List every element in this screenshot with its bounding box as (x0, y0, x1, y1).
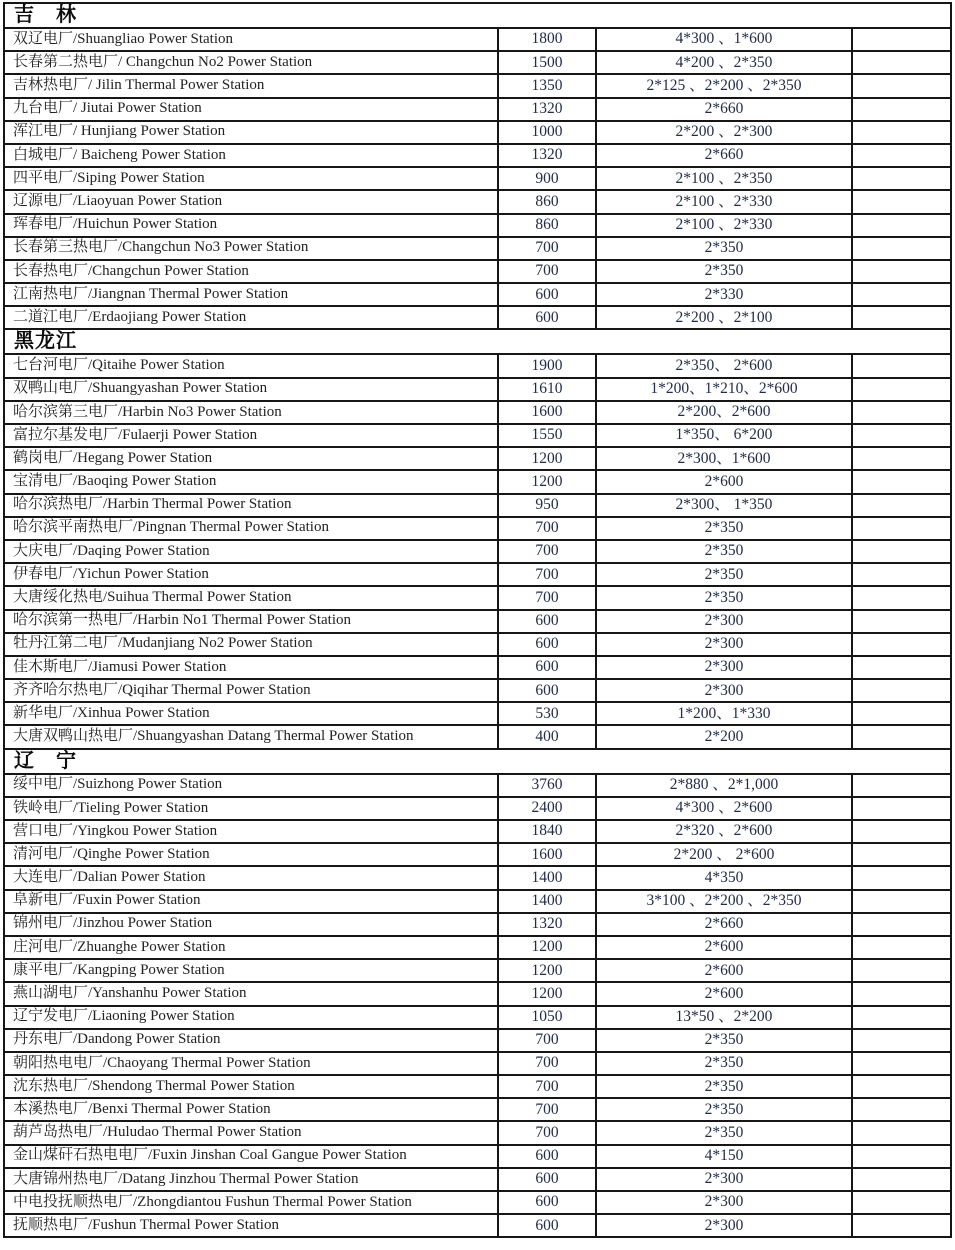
station-name: 抚顺热电厂/Fushun Thermal Power Station (4, 1214, 498, 1237)
notes-cell (852, 1006, 951, 1029)
capacity-value: 600 (498, 306, 596, 329)
capacity-value: 400 (498, 725, 596, 748)
notes-cell (852, 306, 951, 329)
unit-config: 2*880 、2*1,000 (596, 774, 852, 797)
table-row (4, 982, 951, 1005)
unit-config: 4*350 (596, 866, 852, 889)
capacity-value: 1500 (498, 51, 596, 74)
station-name: 白城电厂/ Baicheng Power Station (4, 144, 498, 167)
capacity-value: 1320 (498, 144, 596, 167)
capacity-value: 1350 (498, 74, 596, 97)
capacity-value: 1610 (498, 378, 596, 401)
notes-cell (852, 167, 951, 190)
station-name: 江南热电厂/Jiangnan Thermal Power Station (4, 283, 498, 306)
table-row (4, 98, 951, 121)
unit-config: 2*350 (596, 1098, 852, 1121)
capacity-value: 700 (498, 517, 596, 540)
capacity-value: 1600 (498, 401, 596, 424)
notes-cell (852, 121, 951, 144)
unit-config: 2*330 (596, 283, 852, 306)
notes-cell (852, 98, 951, 121)
unit-config: 2*300 (596, 1191, 852, 1214)
unit-config: 2*600 (596, 470, 852, 493)
station-name: 清河电厂/Qinghe Power Station (4, 843, 498, 866)
capacity-value: 700 (498, 1075, 596, 1098)
unit-config: 3*100 、2*200 、2*350 (596, 890, 852, 913)
notes-cell (852, 237, 951, 260)
unit-config: 2*350 (596, 586, 852, 609)
table-row (4, 843, 951, 866)
capacity-value: 700 (498, 260, 596, 283)
province-table-liaoning-continued (3, 1167, 952, 1239)
table-row (4, 797, 951, 820)
province-table-heilongjiang (3, 328, 952, 749)
capacity-value: 700 (498, 1121, 596, 1144)
capacity-value: 1320 (498, 98, 596, 121)
table-row (4, 470, 951, 493)
table-row (4, 517, 951, 540)
capacity-value: 1200 (498, 982, 596, 1005)
unit-config: 1*350、 6*200 (596, 424, 852, 447)
province-header-jilin: 吉 林 (4, 3, 951, 28)
capacity-value: 700 (498, 1052, 596, 1075)
notes-cell (852, 982, 951, 1005)
notes-cell (852, 517, 951, 540)
station-name: 双辽电厂/Shuangliao Power Station (4, 28, 498, 51)
notes-cell (852, 890, 951, 913)
station-name: 朝阳热电电厂/Chaoyang Thermal Power Station (4, 1052, 498, 1075)
table-row (4, 540, 951, 563)
station-name: 哈尔滨第三电厂/Harbin No3 Power Station (4, 401, 498, 424)
station-name: 绥中电厂/Suizhong Power Station (4, 774, 498, 797)
notes-cell (852, 866, 951, 889)
unit-config: 2*125 、2*200 、2*350 (596, 74, 852, 97)
capacity-value: 600 (498, 633, 596, 656)
section-header-row (4, 329, 951, 354)
province-header-liaoning: 辽 宁 (4, 749, 951, 774)
capacity-value: 3760 (498, 774, 596, 797)
notes-cell (852, 214, 951, 237)
station-name: 大唐双鸭山热电厂/Shuangyashan Datang Thermal Power Station (4, 725, 498, 748)
station-name: 康平电厂/Kangping Power Station (4, 959, 498, 982)
notes-cell (852, 401, 951, 424)
station-name: 齐齐哈尔热电厂/Qiqihar Thermal Power Station (4, 679, 498, 702)
unit-config: 2*200 (596, 725, 852, 748)
notes-cell (852, 494, 951, 517)
unit-config: 13*50 、2*200 (596, 1006, 852, 1029)
notes-cell (852, 702, 951, 725)
table-row (4, 1145, 951, 1168)
notes-cell (852, 1145, 951, 1168)
station-name: 辽源电厂/Liaoyuan Power Station (4, 190, 498, 213)
unit-config: 2*100 、2*330 (596, 190, 852, 213)
station-name: 本溪热电厂/Benxi Thermal Power Station (4, 1098, 498, 1121)
station-name: 富拉尔基发电厂/Fulaerji Power Station (4, 424, 498, 447)
capacity-value: 600 (498, 283, 596, 306)
capacity-value: 1200 (498, 470, 596, 493)
table-row (4, 936, 951, 959)
unit-config: 2*200 、2*100 (596, 306, 852, 329)
notes-cell (852, 656, 951, 679)
station-name: 庄河电厂/Zhuanghe Power Station (4, 936, 498, 959)
table-row (4, 633, 951, 656)
unit-config: 2*200 、 2*600 (596, 843, 852, 866)
station-name: 大连电厂/Dalian Power Station (4, 866, 498, 889)
table-row (4, 237, 951, 260)
capacity-value: 600 (498, 679, 596, 702)
table-row (4, 656, 951, 679)
station-name: 珲春电厂/Huichun Power Station (4, 214, 498, 237)
table-row (4, 401, 951, 424)
station-name: 哈尔滨热电厂/Harbin Thermal Power Station (4, 494, 498, 517)
notes-cell (852, 447, 951, 470)
notes-cell (852, 1121, 951, 1144)
capacity-value: 700 (498, 540, 596, 563)
capacity-value: 700 (498, 1098, 596, 1121)
table-row (4, 679, 951, 702)
station-name: 大唐锦州热电厂/Datang Jinzhou Thermal Power Station (4, 1168, 498, 1191)
capacity-value: 1400 (498, 866, 596, 889)
table-row (4, 494, 951, 517)
notes-cell (852, 283, 951, 306)
table-row (4, 725, 951, 748)
station-name: 大唐绥化热电/Suihua Thermal Power Station (4, 586, 498, 609)
unit-config: 4*300 、2*600 (596, 797, 852, 820)
section-header-row (4, 749, 951, 774)
unit-config: 2*350 (596, 1075, 852, 1098)
station-name: 鹤岗电厂/Hegang Power Station (4, 447, 498, 470)
notes-cell (852, 1168, 951, 1191)
unit-config: 2*350 (596, 237, 852, 260)
unit-config: 2*350 (596, 563, 852, 586)
capacity-value: 600 (498, 1145, 596, 1168)
table-row (4, 306, 951, 329)
notes-cell (852, 679, 951, 702)
station-name: 阜新电厂/Fuxin Power Station (4, 890, 498, 913)
table-row (4, 1121, 951, 1144)
station-name: 七台河电厂/Qitaihe Power Station (4, 354, 498, 377)
notes-cell (852, 190, 951, 213)
capacity-value: 2400 (498, 797, 596, 820)
notes-cell (852, 586, 951, 609)
unit-config: 2*660 (596, 144, 852, 167)
notes-cell (852, 774, 951, 797)
unit-config: 1*200、1*330 (596, 702, 852, 725)
notes-cell (852, 28, 951, 51)
unit-config: 4*300 、1*600 (596, 28, 852, 51)
table-row (4, 121, 951, 144)
station-name: 吉林热电厂/ Jilin Thermal Power Station (4, 74, 498, 97)
notes-cell (852, 959, 951, 982)
unit-config: 2*200 、2*300 (596, 121, 852, 144)
unit-config: 2*300 (596, 610, 852, 633)
notes-cell (852, 820, 951, 843)
unit-config: 2*320 、2*600 (596, 820, 852, 843)
capacity-value: 860 (498, 190, 596, 213)
unit-config: 2*350 (596, 1029, 852, 1052)
notes-cell (852, 540, 951, 563)
station-name: 丹东电厂/Dandong Power Station (4, 1029, 498, 1052)
unit-config: 2*300 (596, 656, 852, 679)
table-row (4, 820, 951, 843)
notes-cell (852, 843, 951, 866)
capacity-value: 1800 (498, 28, 596, 51)
notes-cell (852, 470, 951, 493)
station-name: 长春第三热电厂/Changchun No3 Power Station (4, 237, 498, 260)
station-name: 营口电厂/Yingkou Power Station (4, 820, 498, 843)
unit-config: 2*350 (596, 540, 852, 563)
table-row (4, 447, 951, 470)
capacity-value: 1200 (498, 959, 596, 982)
unit-config: 2*300 (596, 1168, 852, 1191)
capacity-value: 1400 (498, 890, 596, 913)
unit-config: 2*200、2*600 (596, 401, 852, 424)
unit-config: 2*350 (596, 1052, 852, 1075)
table-row (4, 702, 951, 725)
capacity-value: 600 (498, 610, 596, 633)
notes-cell (852, 51, 951, 74)
notes-cell (852, 1075, 951, 1098)
table-row (4, 866, 951, 889)
capacity-value: 900 (498, 167, 596, 190)
station-name: 哈尔滨平南热电厂/Pingnan Thermal Power Station (4, 517, 498, 540)
station-name: 哈尔滨第一热电厂/Harbin No1 Thermal Power Station (4, 610, 498, 633)
table-row (4, 774, 951, 797)
station-name: 中电投抚顺热电厂/Zhongdiantou Fushun Thermal Power Station (4, 1191, 498, 1214)
station-name: 燕山湖电厂/Yanshanhu Power Station (4, 982, 498, 1005)
table-row (4, 1029, 951, 1052)
station-name: 辽宁发电厂/Liaoning Power Station (4, 1006, 498, 1029)
capacity-value: 860 (498, 214, 596, 237)
capacity-value: 600 (498, 1191, 596, 1214)
station-name: 沈东热电厂/Shendong Thermal Power Station (4, 1075, 498, 1098)
table-row (4, 144, 951, 167)
capacity-value: 700 (498, 1029, 596, 1052)
table-row (4, 260, 951, 283)
unit-config: 2*660 (596, 98, 852, 121)
capacity-value: 1600 (498, 843, 596, 866)
notes-cell (852, 1098, 951, 1121)
capacity-value: 1050 (498, 1006, 596, 1029)
capacity-value: 600 (498, 656, 596, 679)
unit-config: 2*300、1*600 (596, 447, 852, 470)
table-row (4, 913, 951, 936)
unit-config: 4*150 (596, 1145, 852, 1168)
station-name: 伊春电厂/Yichun Power Station (4, 563, 498, 586)
unit-config: 2*600 (596, 936, 852, 959)
notes-cell (852, 260, 951, 283)
notes-cell (852, 1191, 951, 1214)
notes-cell (852, 797, 951, 820)
station-name: 四平电厂/Siping Power Station (4, 167, 498, 190)
station-name: 长春第二热电厂/ Changchun No2 Power Station (4, 51, 498, 74)
capacity-value: 950 (498, 494, 596, 517)
table-row (4, 1075, 951, 1098)
capacity-value: 700 (498, 586, 596, 609)
table-row (4, 424, 951, 447)
table-row (4, 586, 951, 609)
notes-cell (852, 913, 951, 936)
unit-config: 2*350、 2*600 (596, 354, 852, 377)
table-row (4, 167, 951, 190)
notes-cell (852, 1029, 951, 1052)
unit-config: 2*300 (596, 633, 852, 656)
notes-cell (852, 424, 951, 447)
table-row (4, 610, 951, 633)
table-row (4, 1006, 951, 1029)
table-row (4, 1168, 951, 1191)
table-row (4, 354, 951, 377)
table-row (4, 51, 951, 74)
unit-config: 2*660 (596, 913, 852, 936)
notes-cell (852, 610, 951, 633)
unit-config: 2*300、 1*350 (596, 494, 852, 517)
capacity-value: 1840 (498, 820, 596, 843)
table-row (4, 28, 951, 51)
station-name: 牡丹江第二电厂/Mudanjiang No2 Power Station (4, 633, 498, 656)
capacity-value: 1000 (498, 121, 596, 144)
capacity-value: 1320 (498, 913, 596, 936)
table-row (4, 959, 951, 982)
station-name: 佳木斯电厂/Jiamusi Power Station (4, 656, 498, 679)
capacity-value: 600 (498, 1168, 596, 1191)
notes-cell (852, 1052, 951, 1075)
unit-config: 2*600 (596, 982, 852, 1005)
table-row (4, 1052, 951, 1075)
table-row (4, 1214, 951, 1237)
notes-cell (852, 1214, 951, 1237)
station-name: 金山煤矸石热电电厂/Fuxin Jinshan Coal Gangue Power Station (4, 1145, 498, 1168)
table-row (4, 1191, 951, 1214)
unit-config: 2*100 、2*330 (596, 214, 852, 237)
capacity-value: 1200 (498, 936, 596, 959)
notes-cell (852, 74, 951, 97)
table-row (4, 1098, 951, 1121)
notes-cell (852, 633, 951, 656)
capacity-value: 530 (498, 702, 596, 725)
notes-cell (852, 563, 951, 586)
notes-cell (852, 144, 951, 167)
station-name: 大庆电厂/Daqing Power Station (4, 540, 498, 563)
table-row (4, 563, 951, 586)
station-name: 宝清电厂/Baoqing Power Station (4, 470, 498, 493)
station-name: 九台电厂/ Jiutai Power Station (4, 98, 498, 121)
table-row (4, 74, 951, 97)
unit-config: 2*300 (596, 679, 852, 702)
station-name: 长春热电厂/Changchun Power Station (4, 260, 498, 283)
province-table-jilin (3, 2, 952, 330)
unit-config: 2*350 (596, 260, 852, 283)
station-name: 铁岭电厂/Tieling Power Station (4, 797, 498, 820)
table-row (4, 283, 951, 306)
table-row (4, 190, 951, 213)
station-name: 新华电厂/Xinhua Power Station (4, 702, 498, 725)
unit-config: 2*350 (596, 1121, 852, 1144)
station-name: 双鸭山电厂/Shuangyashan Power Station (4, 378, 498, 401)
section-header-row (4, 3, 951, 28)
capacity-value: 1550 (498, 424, 596, 447)
station-name: 锦州电厂/Jinzhou Power Station (4, 913, 498, 936)
capacity-value: 1900 (498, 354, 596, 377)
capacity-value: 700 (498, 237, 596, 260)
province-header-heilongjiang: 黑龙江 (4, 329, 951, 354)
table-row (4, 890, 951, 913)
table-row (4, 378, 951, 401)
notes-cell (852, 725, 951, 748)
unit-config: 4*200 、2*350 (596, 51, 852, 74)
unit-config: 2*350 (596, 517, 852, 540)
capacity-value: 1200 (498, 447, 596, 470)
unit-config: 2*300 (596, 1214, 852, 1237)
unit-config: 2*600 (596, 959, 852, 982)
station-name: 葫芦岛热电厂/Huludao Thermal Power Station (4, 1121, 498, 1144)
station-name: 浑江电厂/ Hunjiang Power Station (4, 121, 498, 144)
table-row (4, 214, 951, 237)
notes-cell (852, 354, 951, 377)
unit-config: 1*200、1*210、2*600 (596, 378, 852, 401)
capacity-value: 700 (498, 563, 596, 586)
capacity-value: 600 (498, 1214, 596, 1237)
notes-cell (852, 378, 951, 401)
notes-cell (852, 936, 951, 959)
power-station-table-document (3, 2, 950, 1238)
unit-config: 2*100 、2*350 (596, 167, 852, 190)
station-name: 二道江电厂/Erdaojiang Power Station (4, 306, 498, 329)
province-table-liaoning (3, 748, 952, 1169)
